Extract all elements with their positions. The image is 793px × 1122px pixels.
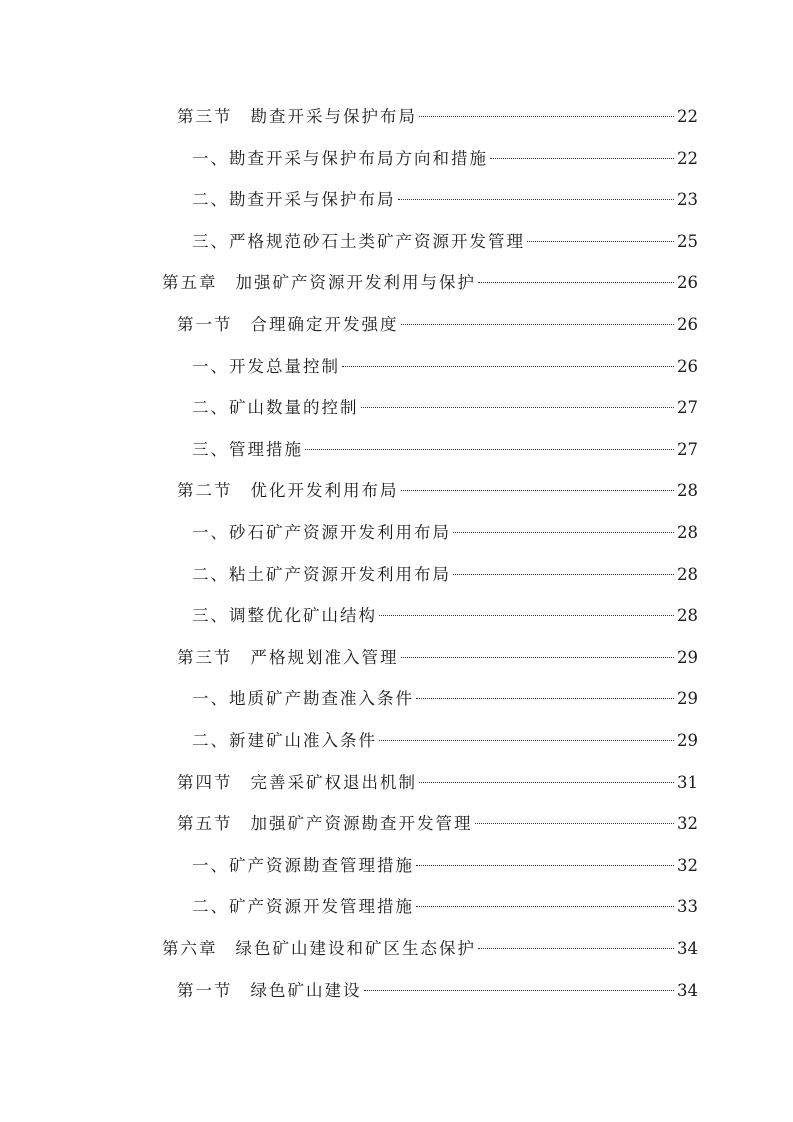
toc-entry-title: 一、地质矿产勘查准入条件 — [192, 689, 414, 709]
toc-dot-leader — [379, 740, 674, 741]
toc-entry-title: 三、严格规范砂石土类矿产资源开发管理 — [192, 231, 525, 251]
toc-page-number: 26 — [677, 273, 698, 293]
toc-entry-number: 第一节 — [177, 315, 233, 334]
toc-dot-leader — [398, 199, 675, 200]
toc-entry-title: 绿色矿山建设和矿区生态保护 — [235, 939, 476, 958]
toc-entry-title: 三、调整优化矿山结构 — [192, 606, 377, 626]
toc-entry-title: 一、开发总量控制 — [192, 356, 340, 376]
toc-entry-number: 第六章 — [162, 939, 218, 958]
toc-entry-section[interactable] — [177, 768, 698, 798]
toc-dot-leader — [401, 657, 675, 658]
toc-page-number: 28 — [677, 523, 698, 542]
toc-page-number: 25 — [677, 231, 698, 251]
toc-page-number: 23 — [677, 190, 698, 210]
toc-page-number: 28 — [677, 481, 698, 501]
toc-entry-item[interactable] — [192, 851, 698, 881]
toc-dot-leader — [361, 407, 675, 408]
toc-entry-item[interactable] — [192, 144, 698, 174]
toc-page-number: 27 — [677, 439, 698, 459]
toc-dot-leader — [453, 532, 674, 533]
toc-page-number: 28 — [677, 564, 698, 584]
toc-entry-item[interactable] — [192, 684, 698, 714]
toc-entry-number: 第五节 — [177, 814, 233, 834]
toc-entry-title: 一、砂石矿产资源开发利用布局 — [192, 523, 451, 542]
toc-entry-item[interactable] — [192, 185, 698, 215]
toc-entry-section[interactable] — [177, 809, 698, 839]
toc-entry-item[interactable] — [192, 435, 698, 465]
toc-page-number: 32 — [677, 814, 698, 834]
toc-entry-title: 加强矿产资源开发利用与保护 — [235, 273, 476, 293]
toc-page-number: 29 — [677, 647, 698, 667]
toc-page-number: 27 — [677, 398, 698, 418]
toc-entry-chapter[interactable] — [162, 268, 698, 298]
toc-page-number: 33 — [677, 897, 698, 917]
toc-entry-number: 第五章 — [162, 273, 218, 293]
toc-dot-leader — [478, 282, 674, 283]
toc-entry-section[interactable] — [177, 102, 698, 132]
toc-entry-item[interactable] — [192, 601, 698, 631]
toc-entry-title: 优化开发利用布局 — [250, 481, 399, 501]
toc-entry-title: 二、矿产资源开发管理措施 — [192, 897, 414, 917]
toc-dot-leader — [305, 449, 674, 450]
toc-dot-leader — [416, 906, 674, 907]
toc-dot-leader — [419, 116, 674, 117]
toc-entry-number: 第三节 — [177, 107, 233, 126]
toc-entry-title: 勘查开采与保护布局 — [250, 107, 417, 126]
toc-dot-leader — [401, 324, 675, 325]
toc-dot-leader — [342, 366, 674, 367]
toc-dot-leader — [401, 490, 675, 491]
toc-entry-chapter[interactable] — [162, 934, 698, 964]
toc-entry-item[interactable] — [192, 352, 698, 382]
toc-entry-title: 二、粘土矿产资源开发利用布局 — [192, 564, 451, 584]
toc-entry-section[interactable] — [177, 310, 698, 340]
toc-dot-leader — [478, 948, 674, 949]
toc-dot-leader — [416, 865, 674, 866]
toc-dot-leader — [419, 782, 674, 783]
toc-page-number: 29 — [677, 689, 698, 709]
toc-entry-title: 三、管理措施 — [192, 439, 303, 459]
toc-entry-item[interactable] — [192, 892, 698, 922]
toc-entry-title: 严格规划准入管理 — [250, 647, 399, 667]
toc-dot-leader — [379, 615, 674, 616]
toc-entry-number: 第一节 — [177, 980, 233, 1000]
toc-entry-item[interactable] — [192, 393, 698, 423]
toc-page-number: 34 — [677, 939, 698, 958]
toc-dot-leader — [475, 823, 675, 824]
toc-dot-leader — [527, 241, 674, 242]
toc-entry-title: 绿色矿山建设 — [250, 980, 362, 1000]
toc-entry-title: 二、矿山数量的控制 — [192, 398, 359, 418]
toc-page-number: 29 — [677, 731, 698, 750]
toc-entry-section[interactable] — [177, 976, 698, 1006]
toc-entry-item[interactable] — [192, 726, 698, 756]
toc-entry-title: 合理确定开发强度 — [250, 315, 399, 334]
toc-entry-number: 第二节 — [177, 481, 233, 501]
toc-dot-leader — [364, 990, 675, 991]
toc-dot-leader — [490, 158, 674, 159]
toc-page-number: 26 — [677, 315, 698, 334]
toc-page-number: 31 — [677, 772, 698, 792]
toc-entry-section[interactable] — [177, 643, 698, 673]
toc-entry-title: 一、勘查开采与保护布局方向和措施 — [192, 148, 488, 168]
toc-dot-leader — [416, 698, 674, 699]
toc-entry-item[interactable] — [192, 560, 698, 590]
toc-page-number: 22 — [677, 148, 698, 168]
toc-dot-leader — [453, 574, 674, 575]
toc-page-number: 32 — [677, 855, 698, 875]
toc-entry-title: 完善采矿权退出机制 — [250, 772, 417, 792]
toc-entry-item[interactable] — [192, 227, 698, 257]
toc-entry-title: 加强矿产资源勘查开发管理 — [250, 814, 473, 834]
toc-page-number: 22 — [677, 107, 698, 126]
toc-entry-item[interactable] — [192, 518, 698, 548]
toc-entry-title: 二、勘查开采与保护布局 — [192, 190, 396, 210]
toc-entry-title: 一、矿产资源勘查管理措施 — [192, 855, 414, 875]
toc-entry-number: 第四节 — [177, 772, 233, 792]
toc-entry-title: 二、新建矿山准入条件 — [192, 731, 377, 750]
toc-page-number: 26 — [677, 356, 698, 376]
toc-entry-section[interactable] — [177, 476, 698, 506]
toc-page-number: 34 — [677, 980, 698, 1000]
toc-page-number: 28 — [677, 606, 698, 626]
toc-entry-number: 第三节 — [177, 647, 233, 667]
